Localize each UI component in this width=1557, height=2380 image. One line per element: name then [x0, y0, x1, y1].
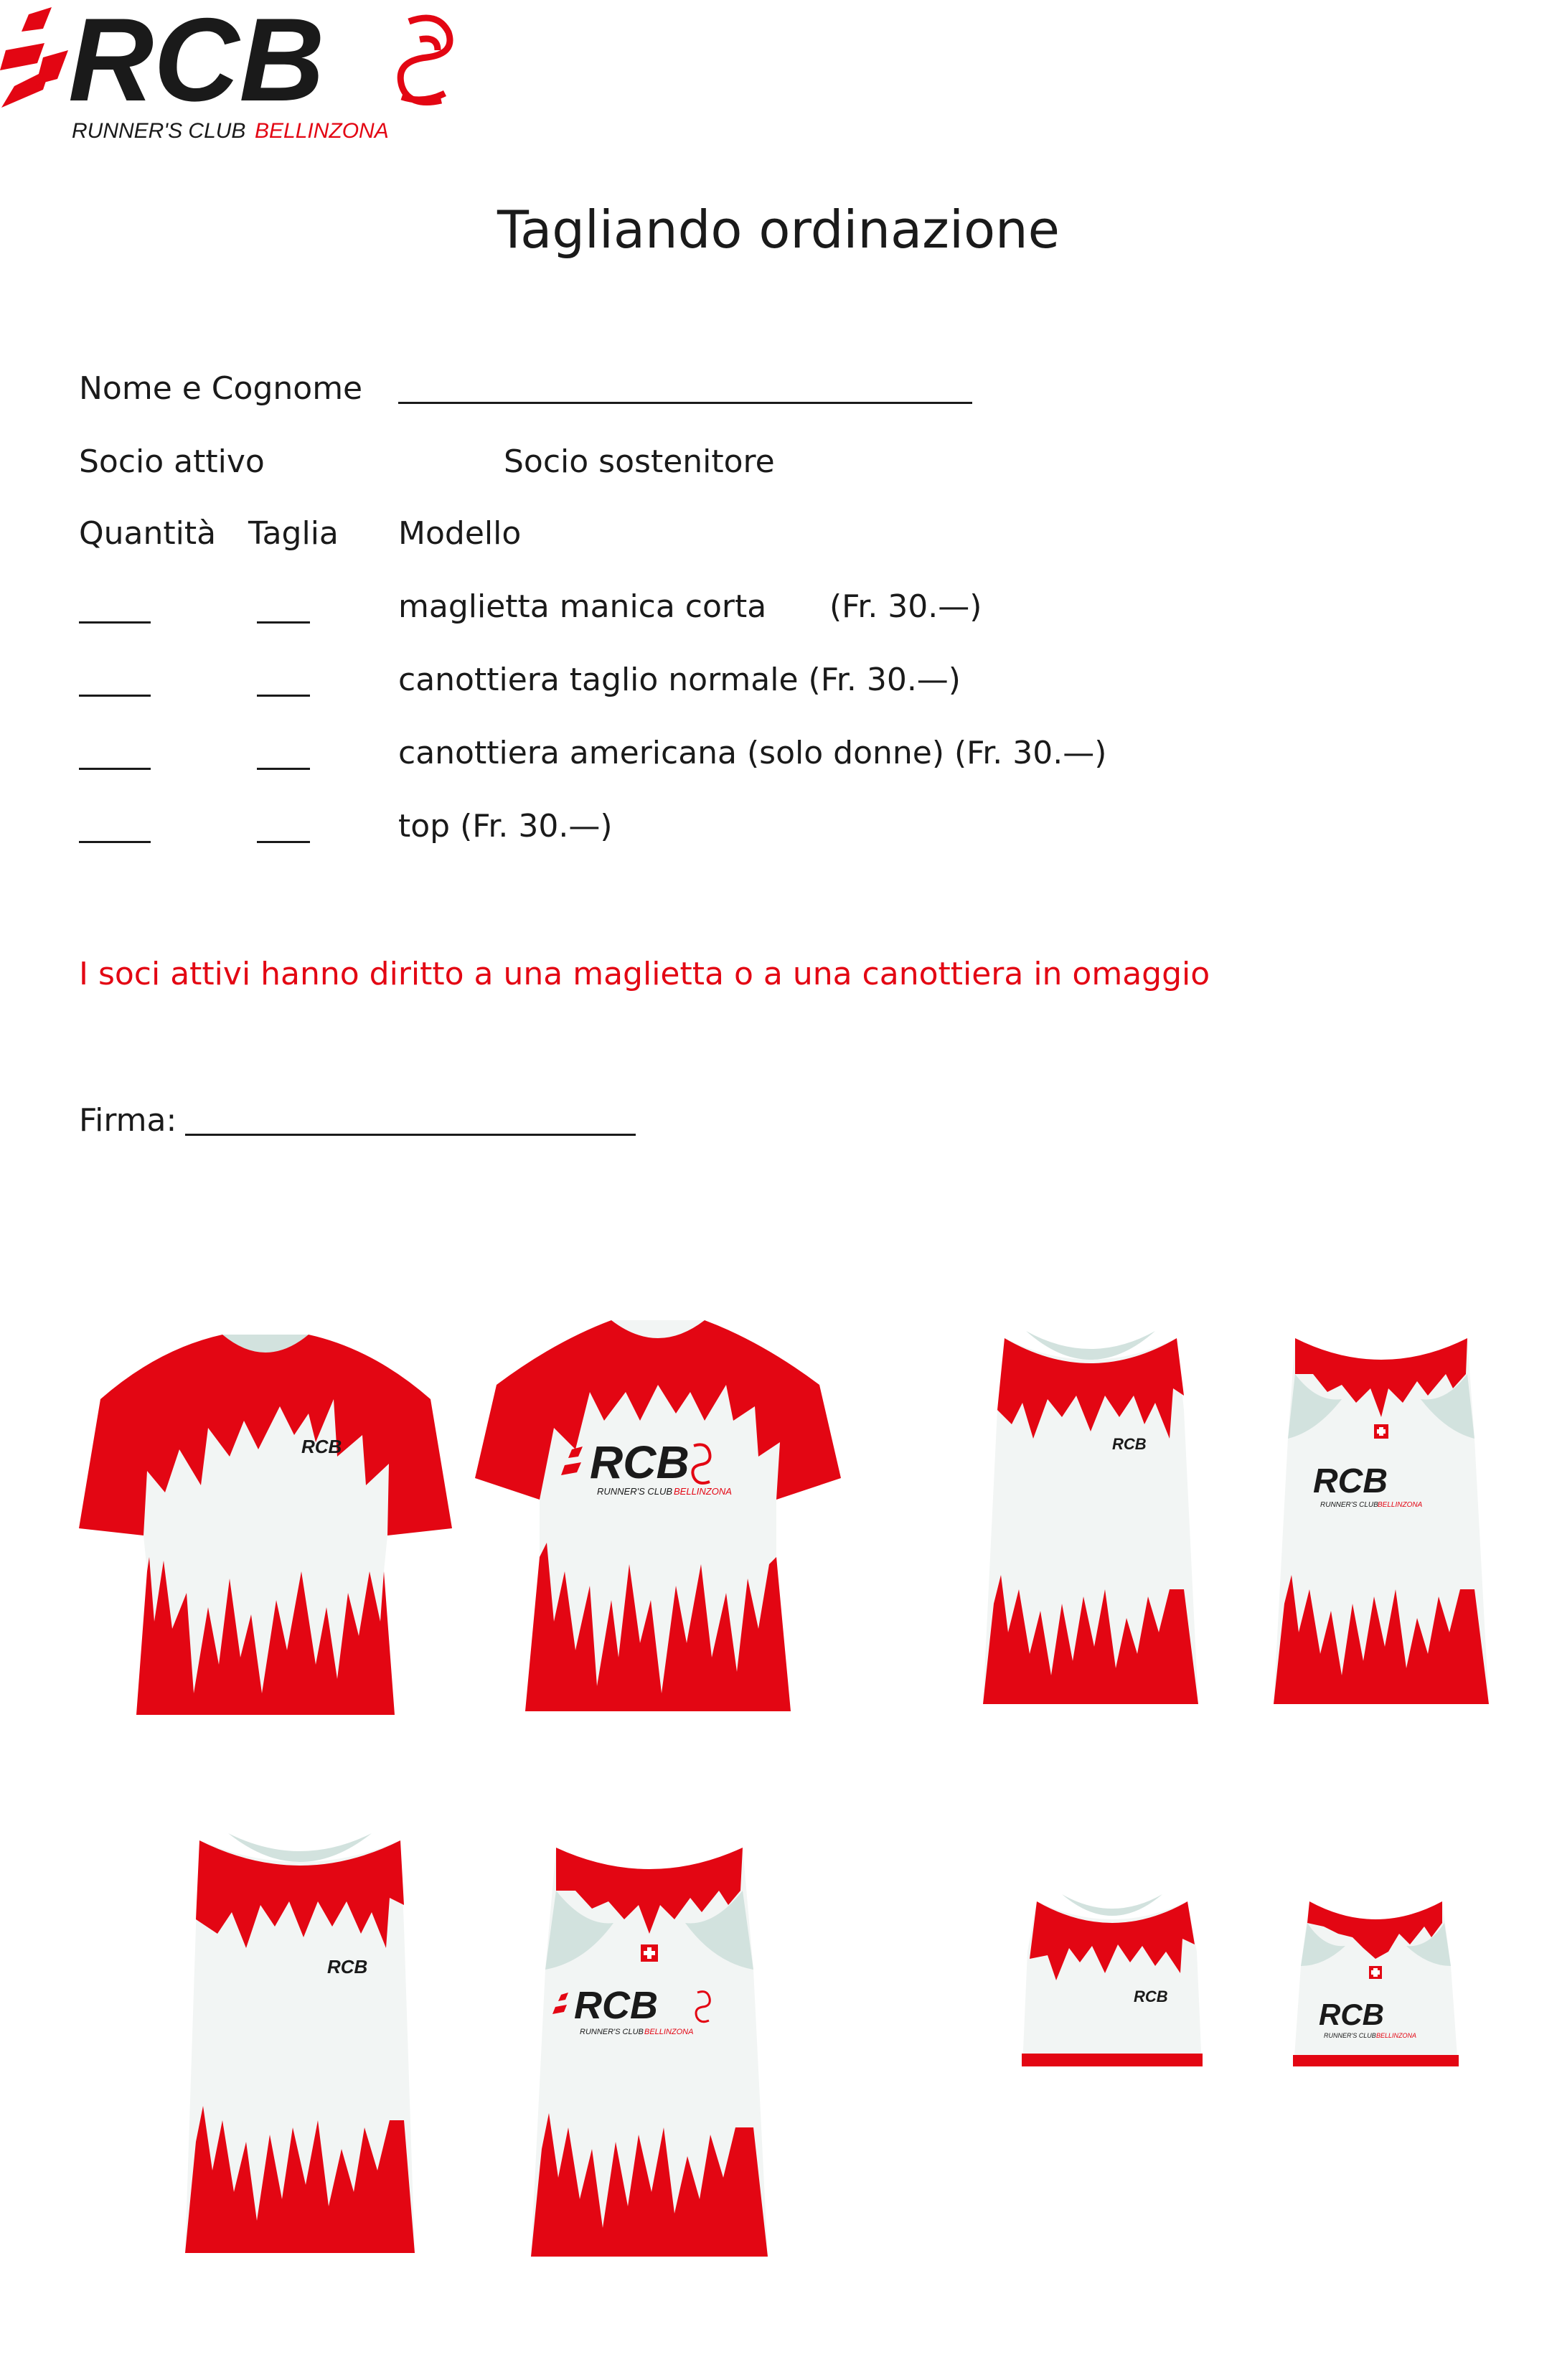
- svg-text:RUNNER'S CLUB: RUNNER'S CLUB: [580, 2028, 644, 2036]
- quantity-field[interactable]: [79, 621, 151, 624]
- size-field[interactable]: [257, 695, 310, 697]
- model-tshirt: maglietta manica corta: [398, 588, 767, 625]
- model-top: top (Fr. 30.—): [398, 808, 613, 845]
- svg-text:BELLINZONA: BELLINZONA: [1378, 1501, 1423, 1509]
- svg-text:BELLINZONA: BELLINZONA: [1376, 2032, 1417, 2039]
- size-field[interactable]: [257, 768, 310, 770]
- svg-text:RUNNER'S CLUB: RUNNER'S CLUB: [1320, 1501, 1378, 1509]
- quantity-field[interactable]: [79, 841, 151, 843]
- tshirt-back-illustration: [475, 1313, 841, 1718]
- notice-text: I soci attivi hanno diritto a una maglietta o a una canottiera in omaggio: [79, 956, 1210, 992]
- svg-text:BELLINZONA: BELLINZONA: [644, 2028, 694, 2036]
- logo-line1: RUNNER'S CLUB: [72, 119, 246, 143]
- model-tank-racerback: canottiera americana (solo donne) (Fr. 30.—): [398, 735, 1107, 771]
- runner-icon: [0, 7, 68, 108]
- size-field[interactable]: [257, 621, 310, 624]
- svg-text:RCB: RCB: [1112, 1435, 1147, 1453]
- name-label: Nome e Cognome: [79, 370, 363, 407]
- rcb-logo: [0, 0, 488, 154]
- svg-text:RCB: RCB: [574, 1984, 658, 2027]
- member-active-option[interactable]: Socio attivo: [79, 443, 265, 480]
- member-supporter-option[interactable]: Socio sostenitore: [504, 443, 775, 480]
- svg-text:RCB: RCB: [1313, 1462, 1388, 1500]
- col-model: Modello: [398, 515, 522, 552]
- quantity-field[interactable]: [79, 695, 151, 697]
- svg-text:RUNNER'S CLUB: RUNNER'S CLUB: [1324, 2032, 1376, 2039]
- tank-racerback-large-illustration: [531, 1840, 768, 2264]
- tank-normal-front-illustration: [983, 1331, 1198, 1711]
- svg-text:RUNNER'S CLUB: RUNNER'S CLUB: [597, 1486, 673, 1497]
- tank-normal-large-illustration: [185, 1833, 415, 2260]
- svg-text:RCB: RCB: [301, 1436, 342, 1457]
- svg-text:RCB: RCB: [1319, 1998, 1384, 2031]
- top-back-illustration: [1292, 1894, 1460, 2074]
- svg-text:BELLINZONA: BELLINZONA: [674, 1486, 732, 1497]
- tank-racerback-back-illustration: [1274, 1331, 1489, 1711]
- svg-text:RCB: RCB: [327, 1956, 368, 1977]
- col-size: Taglia: [248, 515, 339, 552]
- signature-field[interactable]: [185, 1134, 636, 1136]
- dragon-icon: [400, 18, 450, 103]
- size-field[interactable]: [257, 841, 310, 843]
- page-title: Tagliando ordinazione: [497, 199, 1060, 260]
- quantity-field[interactable]: [79, 768, 151, 770]
- name-field[interactable]: [398, 402, 972, 404]
- col-quantity: Quantità: [79, 515, 217, 552]
- top-front-illustration: [1019, 1894, 1205, 2074]
- logo-letters: RCB: [68, 0, 325, 126]
- model-tshirt-price: (Fr. 30.—): [829, 588, 982, 625]
- model-tank-normal: canottiera taglio normale (Fr. 30.—): [398, 662, 961, 698]
- tshirt-front-illustration: [79, 1320, 452, 1722]
- signature-label: Firma:: [79, 1102, 177, 1139]
- svg-text:RCB: RCB: [1134, 1988, 1168, 2005]
- logo-line2: BELLINZONA: [255, 119, 389, 143]
- svg-text:RCB: RCB: [590, 1436, 690, 1488]
